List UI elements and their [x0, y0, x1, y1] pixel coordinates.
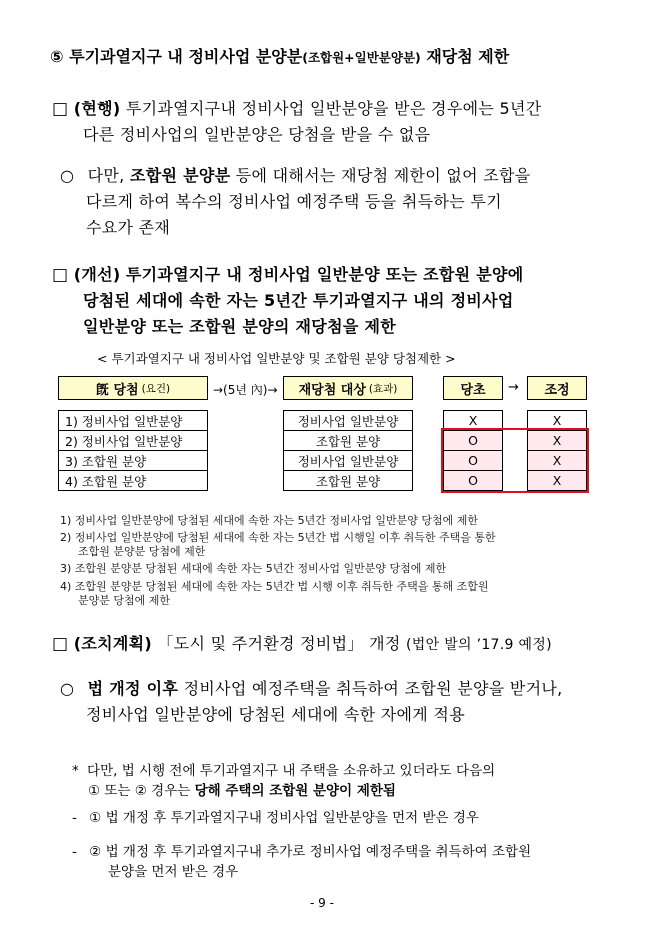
current-sub-bold: 조합원 분양분 — [129, 166, 231, 185]
current-line1 — [52, 96, 541, 119]
current-sub-line1 — [60, 163, 531, 186]
plan-sub-line1 — [60, 676, 563, 699]
current-label: (현행) — [73, 99, 121, 118]
section-number: ⑤ — [50, 47, 64, 66]
table-row-2-target: 조합원 분양 — [283, 430, 413, 451]
header-target: 재당첨 대상 — [298, 382, 366, 398]
table-row-2-before: O — [443, 430, 503, 451]
header-target-sub: (효과) — [368, 382, 398, 395]
improve-label: (개선) — [73, 265, 121, 284]
table-row-1-after: X — [527, 410, 587, 431]
current-sub-pre: 다만, — [87, 166, 125, 185]
header-mid-arrow: → — [508, 380, 519, 395]
header-prior-cell — [58, 376, 208, 400]
header-prior-sub: (요건) — [141, 382, 171, 395]
highlight-box — [441, 428, 589, 493]
current-sub-text-2: 다르게 하여 복수의 정비사업 예정주택 등을 취득하는 투기 — [86, 192, 502, 211]
header-before: 당초 — [460, 382, 486, 398]
improve-line2 — [83, 288, 514, 311]
current-sub-text-3: 수요가 존재 — [86, 218, 171, 237]
footnote-line1 — [72, 759, 495, 779]
table-row-4-after: X — [527, 470, 587, 491]
footnote-text-2-pre: ① 또는 ② 경우는 — [88, 783, 191, 799]
plan-sub-line2 — [86, 702, 465, 725]
plan-paren: (법안 발의 ’17.9 예정) — [406, 637, 552, 653]
note-4-line1: 4) 조합원 분양분 당첨된 세대에 속한 자는 5년간 법 시행 이후 취득한 주택을 통해 조합원 — [60, 580, 489, 593]
footnote-item2-line2 — [108, 860, 238, 880]
current-text-2: 다른 정비사업의 일반분양은 당첨을 받을 수 없음 — [83, 125, 431, 144]
square-bullet-icon: □ — [52, 634, 69, 654]
section-title-paren: (조합원+일반분양분) — [302, 50, 421, 65]
plan-law: 「도시 및 주거환경 정비법」 — [157, 634, 364, 653]
header-after-cell — [527, 376, 587, 400]
header-arrow: →(5년 內)→ — [213, 383, 278, 397]
circle-bullet-icon: ○ — [60, 679, 75, 698]
footnote-line2 — [88, 779, 396, 799]
header-target-cell — [283, 376, 413, 400]
table-row-4-prior: 4) 조합원 분양 — [58, 470, 208, 491]
table-caption: < 투기과열지구 내 정비사업 일반분양 및 조합원 분양 당첨제한 > — [97, 351, 456, 366]
header-prior: 旣 당첨 — [95, 382, 139, 398]
plan-text: 개정 — [369, 634, 401, 653]
table-row-1-target: 정비사업 일반분양 — [283, 410, 413, 431]
footnote-item1-text: ① 법 개정 후 투기과열지구내 정비사업 일반분양을 먼저 받은 경우 — [89, 810, 479, 826]
table-row-4-target: 조합원 분양 — [283, 470, 413, 491]
footnote-item2-line1 — [72, 840, 531, 860]
footnote-star: * — [72, 763, 79, 779]
header-before-cell — [443, 376, 503, 400]
footnote-dash: - — [72, 810, 77, 826]
page-number: - 9 - — [310, 896, 334, 910]
improve-text-1: 투기과열지구 내 정비사업 일반분양 또는 조합원 분양에 — [125, 265, 524, 284]
table-row-1-prior: 1) 정비사업 일반분양 — [58, 410, 208, 431]
table-row-1-before: X — [443, 410, 503, 431]
plan-sub-bold: 법 개정 이후 — [87, 679, 179, 698]
note-1: 1) 정비사업 일반분양에 당첨된 세대에 속한 자는 5년간 정비사업 일반분양 당첨에 제한 — [60, 514, 479, 527]
note-4-line2: 분양분 당첨에 제한 — [78, 594, 171, 607]
section-title-main: 투기과열지구 내 정비사업 분양분 — [69, 47, 303, 66]
current-line2 — [83, 122, 430, 145]
footnote-item2-text-2: 분양을 먼저 받은 경우 — [108, 864, 239, 880]
table-row-3-before: O — [443, 450, 503, 471]
plan-label: (조치계획) — [73, 634, 153, 653]
header-after: 조정 — [544, 382, 570, 398]
footnote-text-2-bold: 당해 주택의 조합원 분양이 제한됨 — [194, 783, 396, 799]
table-row-2-prior: 2) 정비사업 일반분양 — [58, 430, 208, 451]
current-sub-post: 등에 대해서는 재당첨 제한이 없어 조합을 — [235, 166, 531, 185]
improve-line3 — [83, 314, 396, 337]
table-row-4-before: O — [443, 470, 503, 491]
square-bullet-icon: □ — [52, 99, 69, 119]
table-row-3-target: 정비사업 일반분양 — [283, 450, 413, 471]
table-row-2-after: X — [527, 430, 587, 451]
footnote-item1 — [72, 806, 479, 826]
note-2-line2: 조합원 분양분 당첨에 제한 — [78, 545, 206, 558]
footnote-dash: - — [72, 844, 77, 860]
table-row-3-prior: 3) 조합원 분양 — [58, 450, 208, 471]
note-2-line1: 2) 정비사업 일반분양에 당첨된 세대에 속한 자는 5년간 법 시행일 이후 취득한 주택을 통한 — [60, 531, 496, 544]
plan-sub-post: 정비사업 예정주택을 취득하여 조합원 분양을 받거나, — [183, 679, 563, 698]
plan-line — [52, 631, 552, 654]
circle-bullet-icon: ○ — [60, 166, 75, 185]
improve-text-2: 당첨된 세대에 속한 자는 5년간 투기과열지구 내의 정비사업 — [83, 291, 514, 310]
section-title — [50, 44, 509, 67]
footnote-text-1: 다만, 법 시행 전에 투기과열지구 내 주택을 소유하고 있더라도 다음의 — [87, 763, 496, 779]
footnote-item2-text-1: ② 법 개정 후 투기과열지구내 추가로 정비사업 예정주택을 취득하여 조합원 — [89, 844, 532, 860]
section-title-tail: 재당첨 제한 — [426, 47, 510, 66]
current-text-1: 투기과열지구내 정비사업 일반분양을 받은 경우에는 5년간 — [125, 99, 542, 118]
improve-text-3: 일반분양 또는 조합원 분양의 재당첨을 제한 — [83, 317, 396, 336]
note-3: 3) 조합원 분양분 당첨된 세대에 속한 자는 5년간 정비사업 일반분양 당첨에 제한 — [60, 562, 447, 575]
table-row-3-after: X — [527, 450, 587, 471]
current-sub-line3 — [86, 215, 170, 238]
improve-line1 — [52, 262, 524, 285]
plan-sub-text-2: 정비사업 일반분양에 당첨된 세대에 속한 자에게 적용 — [86, 705, 465, 724]
square-bullet-icon: □ — [52, 265, 69, 285]
current-sub-line2 — [86, 189, 502, 212]
